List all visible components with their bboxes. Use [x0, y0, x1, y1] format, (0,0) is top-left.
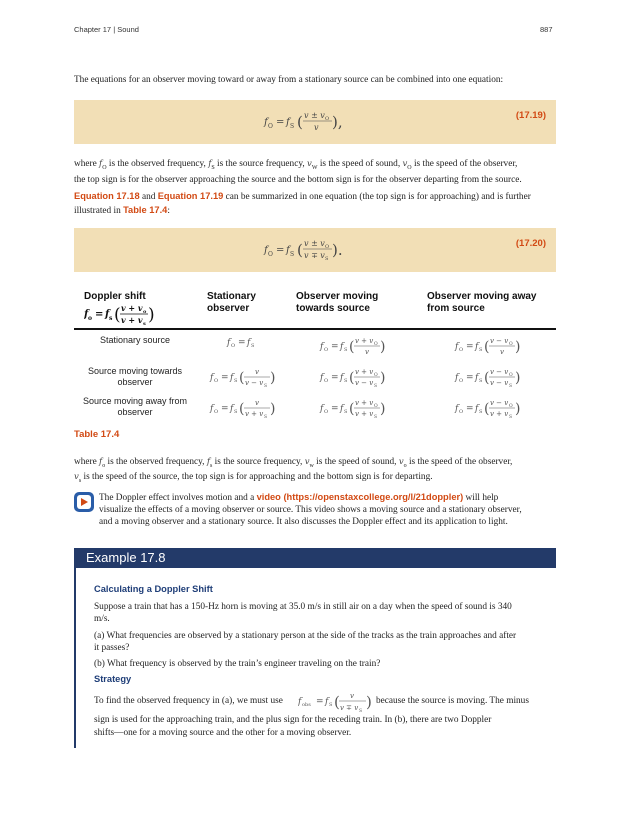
- svg-text:s: s: [109, 315, 113, 322]
- svg-text:S: S: [234, 378, 238, 384]
- page-number: 887: [540, 25, 553, 34]
- svg-text:f: f: [227, 338, 231, 348]
- svg-text:S: S: [290, 251, 295, 258]
- svg-text:S: S: [479, 378, 483, 384]
- example-title-bar: [74, 548, 556, 568]
- equation-17-19-box: [74, 100, 556, 144]
- svg-text:v − v: v − v: [490, 368, 509, 376]
- video-icon: [74, 492, 94, 512]
- svg-text:(: (: [297, 113, 303, 131]
- row-label-source-away: Source moving away from observer: [82, 396, 188, 417]
- svg-text:S: S: [234, 409, 238, 415]
- example-title: Example 17.8: [86, 550, 166, 565]
- svg-text:f: f: [84, 309, 89, 320]
- svg-text:): ): [515, 401, 521, 417]
- svg-text:S: S: [251, 343, 255, 349]
- svg-text:v: v: [350, 692, 354, 700]
- example-problem-line1: Suppose a train that has a 150-Hz horn is moving at 35.0 m/s in still air on a day when the speed of sound is 340: [94, 602, 512, 612]
- svg-text:S: S: [290, 123, 295, 130]
- table-17-4-link[interactable]: Table 17.4: [123, 205, 168, 215]
- formula-towards-towards: [319, 368, 385, 389]
- svg-text:O: O: [459, 378, 464, 384]
- formula-towards-stationary: [209, 368, 275, 389]
- equation-17-19-formula: [74, 100, 556, 144]
- svg-text:f: f: [320, 373, 324, 383]
- svg-text:): ): [366, 693, 372, 711]
- svg-text:f: f: [286, 245, 290, 256]
- where-paragraph-1: where $f_O$ is the observed frequency, $f_S$ is the source frequency, $v_W$ is the speed of sound, $v_O$ is the speed of the observer,: [74, 159, 518, 171]
- svg-text:v + v: v + v: [355, 399, 374, 407]
- svg-text:v: v: [500, 348, 504, 356]
- svg-text:v: v: [314, 123, 319, 132]
- svg-text:v + v: v + v: [355, 337, 374, 345]
- equation-17-20-box: [74, 228, 556, 272]
- strategy-line2: sign is used for the approaching train, and the plus sign for the receding train. In (b), there are two Doppler: [94, 715, 492, 725]
- svg-text:f: f: [210, 373, 214, 383]
- svg-text:(: (: [484, 370, 490, 386]
- example-question-a-line1: (a) What frequencies are observed by a stationary person at the side of the tracks as the train approaches and after: [94, 631, 517, 641]
- svg-text:O: O: [374, 404, 378, 409]
- strategy-heading: Strategy: [94, 674, 132, 684]
- svg-text:f: f: [475, 342, 479, 352]
- svg-text:v: v: [255, 399, 259, 407]
- svg-text:(: (: [349, 401, 355, 417]
- svg-text:f: f: [340, 373, 344, 383]
- svg-text:o: o: [143, 309, 147, 315]
- example-question-b: (b) What frequency is observed by the train’s engineer traveling on the train?: [94, 659, 381, 669]
- svg-text:O: O: [324, 378, 329, 384]
- svg-text:O: O: [509, 342, 513, 347]
- svg-text:S: S: [509, 415, 513, 420]
- formula-away-towards: [319, 399, 385, 420]
- svg-text:f: f: [455, 342, 459, 352]
- intro-paragraph: The equations for an observer moving toward or away from a stationary source can be combined into one equation:: [74, 75, 504, 85]
- svg-text:): ): [515, 370, 521, 386]
- svg-text:v + v: v + v: [245, 410, 264, 418]
- svg-text:=: =: [331, 373, 339, 383]
- formula-stationary-away: [454, 337, 520, 356]
- svg-text:f: f: [325, 697, 329, 707]
- svg-text:v: v: [365, 348, 369, 356]
- doppler-shift-formula: [84, 302, 164, 326]
- svg-text:O: O: [325, 244, 330, 250]
- example-left-rule: [74, 568, 76, 748]
- svg-text:=: =: [238, 338, 246, 348]
- svg-text:S: S: [264, 415, 268, 420]
- example-question-a-line2: it passes?: [94, 643, 130, 653]
- formula-stationary-stationary: [226, 338, 255, 349]
- svg-text:S: S: [325, 256, 329, 262]
- svg-text:v − v: v − v: [490, 399, 509, 407]
- svg-text:O: O: [374, 342, 378, 347]
- svg-text:O: O: [374, 373, 378, 378]
- table-formula-grid: [205, 330, 555, 420]
- svg-text:O: O: [214, 378, 219, 384]
- svg-text:f: f: [264, 117, 268, 128]
- equation-number: (17.19): [515, 110, 546, 121]
- svg-text:v − v: v − v: [245, 379, 264, 387]
- equation-number: (17.20): [515, 238, 546, 249]
- svg-text:f: f: [230, 373, 234, 383]
- svg-text:S: S: [344, 347, 348, 353]
- svg-text:): ): [148, 305, 155, 325]
- svg-text:v ∓ v: v ∓ v: [304, 251, 325, 260]
- svg-text:=: =: [331, 404, 339, 414]
- row-label-stationary-source: Stationary source: [99, 335, 171, 345]
- svg-text:O: O: [459, 409, 464, 415]
- svg-text:f: f: [340, 342, 344, 352]
- svg-text:(: (: [297, 241, 303, 259]
- equation-17-18-link[interactable]: Equation 17.18: [74, 191, 140, 201]
- svg-text:=: =: [221, 404, 229, 414]
- svg-text:v + v: v + v: [121, 315, 143, 325]
- svg-text:f: f: [475, 404, 479, 414]
- svg-text:(: (: [349, 339, 355, 355]
- svg-text:=: =: [316, 697, 324, 707]
- svg-text:S: S: [329, 702, 333, 708]
- where-paragraph-1-line2: the top sign is for the observer approaching the source and the bottom sign is for the observer departing from the source.: [74, 175, 522, 185]
- svg-text:S: S: [359, 709, 363, 714]
- example-heading: Calculating a Doppler Shift: [94, 584, 213, 594]
- formula-towards-away: [454, 368, 520, 389]
- svg-text:S: S: [509, 384, 513, 389]
- svg-text:O: O: [231, 343, 236, 349]
- svg-text:v − v: v − v: [355, 379, 374, 387]
- svg-text:(: (: [334, 693, 340, 711]
- svg-text:v ∓ v: v ∓ v: [340, 704, 359, 712]
- svg-text:S: S: [344, 409, 348, 415]
- svg-text:v + v: v + v: [355, 368, 374, 376]
- svg-text:f: f: [455, 404, 459, 414]
- svg-text:f: f: [475, 373, 479, 383]
- svg-text:f: f: [286, 117, 290, 128]
- svg-text:f: f: [320, 342, 324, 352]
- svg-text:f: f: [340, 404, 344, 414]
- svg-text:O: O: [324, 409, 329, 415]
- svg-text:): ): [515, 339, 521, 355]
- strategy-formula: [298, 688, 374, 714]
- svg-text:(: (: [484, 401, 490, 417]
- summary-paragraph-line2: illustrated in Table 17.4:: [74, 205, 170, 216]
- svg-text:S: S: [374, 384, 378, 389]
- svg-text:=: =: [276, 117, 285, 128]
- svg-text:=: =: [466, 404, 474, 414]
- formula-stationary-towards: [319, 337, 385, 356]
- svg-text:S: S: [479, 347, 483, 353]
- svg-text:=: =: [466, 342, 474, 352]
- svg-text:(: (: [114, 305, 121, 325]
- table-header-stationary-observer: Stationary observer: [207, 291, 256, 314]
- svg-text:(: (: [239, 401, 245, 417]
- svg-text:): ): [380, 339, 386, 355]
- svg-text:v + v: v + v: [490, 410, 509, 418]
- where-paragraph-2: where $f_o$ is the observed frequency, $f_s$ is the source frequency, $v_w$ is the speed of sound, $v_o$ is the speed of the observer,: [74, 457, 513, 469]
- svg-text:(: (: [349, 370, 355, 386]
- svg-text:v ± v: v ± v: [304, 111, 325, 120]
- table-header-observer-away: Observer moving away from source: [427, 291, 537, 314]
- svg-text:O: O: [509, 404, 513, 409]
- svg-text:): ): [270, 401, 276, 417]
- svg-text:=: =: [466, 373, 474, 383]
- svg-text:): ): [380, 370, 386, 386]
- summary-paragraph: Equation 17.18 and Equation 17.19 can be summarized in one equation (the top sign is for approaching) and is further: [74, 191, 531, 202]
- svg-text:v − v: v − v: [490, 337, 509, 345]
- strategy-line3: shifts—one for a moving source and the other for a moving observer.: [94, 728, 352, 738]
- svg-text:o: o: [88, 315, 93, 322]
- formula-away-away: [454, 399, 520, 420]
- svg-text:v: v: [255, 368, 259, 376]
- svg-text:(: (: [484, 339, 490, 355]
- svg-text:=: =: [276, 245, 285, 256]
- svg-text:f: f: [320, 404, 324, 414]
- svg-text:f: f: [247, 338, 251, 348]
- strategy-line1-end: because the source is moving. The minus: [376, 696, 529, 706]
- svg-text:S: S: [264, 384, 268, 389]
- svg-text:(: (: [239, 370, 245, 386]
- svg-text:f: f: [298, 697, 302, 707]
- svg-text:s: s: [143, 321, 146, 326]
- svg-text:O: O: [214, 409, 219, 415]
- svg-text:=: =: [331, 342, 339, 352]
- svg-text:O: O: [324, 347, 329, 353]
- svg-text:f: f: [264, 245, 268, 256]
- svg-text:obs: obs: [302, 702, 311, 708]
- chapter-header: Chapter 17 | Sound: [74, 25, 139, 34]
- video-link[interactable]: video (https://openstaxcollege.org/l/21doppler): [256, 492, 464, 502]
- svg-text:v − v: v − v: [490, 379, 509, 387]
- svg-text:O: O: [459, 347, 464, 353]
- svg-text:f: f: [230, 404, 234, 414]
- svg-text:f: f: [455, 373, 459, 383]
- svg-text:=: =: [221, 373, 229, 383]
- equation-17-19-link[interactable]: Equation 17.19: [157, 191, 224, 201]
- svg-text:S: S: [479, 409, 483, 415]
- svg-text:): ): [270, 370, 276, 386]
- video-paragraph-line3: and a moving observer and a stationary source. It also discusses the Doppler effect and its application to light.: [99, 517, 508, 527]
- svg-text:S: S: [344, 378, 348, 384]
- svg-text:S: S: [374, 415, 378, 420]
- svg-text:O: O: [268, 123, 273, 130]
- svg-text:v + v: v + v: [121, 303, 143, 313]
- svg-text:): ): [380, 401, 386, 417]
- svg-text:).: ).: [332, 241, 343, 259]
- svg-text:v + v: v + v: [355, 410, 374, 418]
- svg-text:),: ),: [332, 113, 343, 131]
- svg-text:f: f: [105, 309, 110, 320]
- svg-text:O: O: [325, 116, 330, 122]
- svg-text:v ± v: v ± v: [304, 239, 325, 248]
- strategy-line1-start: To find the observed frequency in (a), we must use: [94, 696, 283, 706]
- where-paragraph-2-line2: $v_s$ is the speed of the source, the top sign is for approaching and the bottom sign is for departing.: [74, 472, 433, 484]
- table-header-observer-towards: Observer moving towards source: [296, 291, 379, 314]
- video-paragraph-line2: visualize the effects of a moving observer or source. This video shows a moving source and a stationary observer,: [99, 505, 522, 515]
- example-problem-line2: m/s.: [94, 614, 110, 624]
- svg-text:=: =: [95, 309, 104, 320]
- svg-text:O: O: [268, 251, 273, 258]
- video-paragraph: The Doppler effect involves motion and a video (https://openstaxcollege.org/l/21doppler) will help: [99, 492, 499, 503]
- equation-17-20-formula: [74, 228, 556, 272]
- svg-text:O: O: [509, 373, 513, 378]
- formula-away-stationary: [209, 399, 275, 420]
- svg-text:f: f: [210, 404, 214, 414]
- table-caption: Table 17.4: [74, 429, 120, 440]
- row-label-source-towards: Source moving towards observer: [87, 366, 183, 387]
- table-header-doppler-shift: Doppler shift: [84, 291, 146, 302]
